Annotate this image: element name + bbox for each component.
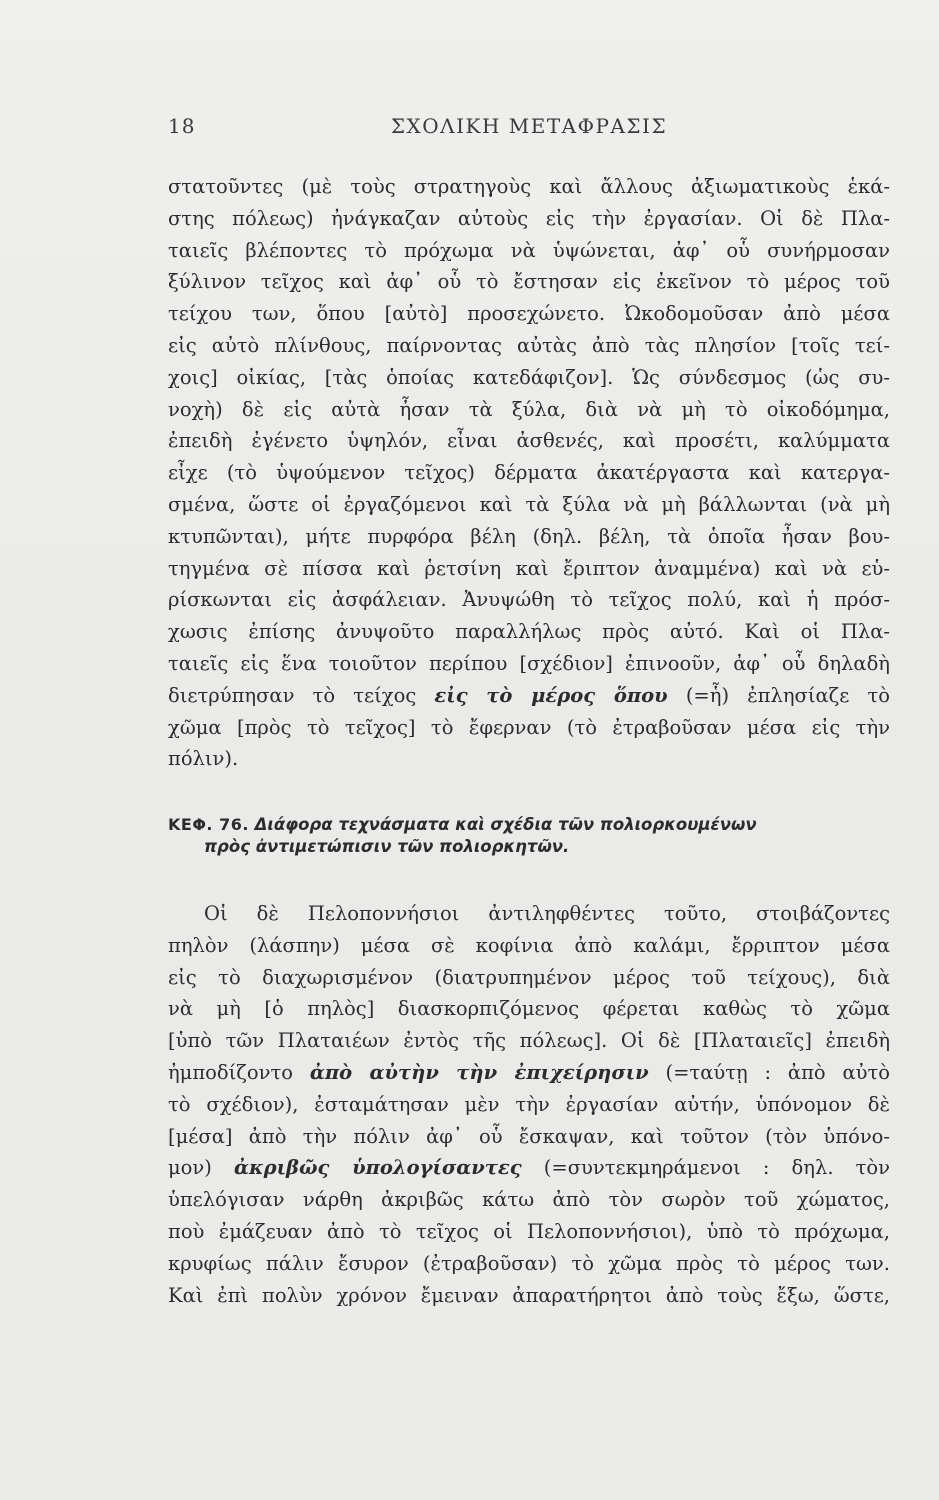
running-title: ΣΧΟΛΙΚΗ ΜΕΤΑΦΡΑΣΙΣ — [390, 114, 668, 138]
text-line: τείχου των, ὅπου [αὐτὸ] προσεχώνετο. Ὠκοδομοῦσαν ἀπὸ μέσα — [168, 302, 890, 326]
text-line: ταιεῖς βλέποντες τὸ πρόχωμα νὰ ὑψώνεται, ἀφ᾽ οὗ συνήρμοσαν — [168, 238, 890, 262]
text-line: σμένα, ὥστε οἱ ἐργαζόμενοι καὶ τὰ ξύλα νὰ μὴ βάλλωνται (νὰ μὴ — [168, 492, 890, 516]
chapter-label: ΚΕΦ. 76. — [168, 815, 249, 834]
emphasized-phrase: ἀκριβῶς ὑπολογίσαντες — [233, 1156, 522, 1180]
text-run: (=ἧ) ἐπλησίαζε τὸ — [667, 683, 890, 707]
paragraph-2 — [168, 898, 890, 1311]
text-line: [μέσα] ἀπὸ τὴν πόλιν ἀφ᾽ οὗ ἔσκαψαν, καὶ τοῦτον (τὸν ὑπόνο- — [168, 1124, 890, 1148]
text-line: Οἱ δὲ Πελοποννήσιοι ἀντιληφθέντες τοῦτο, στοιβάζοντες — [204, 902, 890, 925]
text-line: τηγμένα σὲ πίσσα καὶ ῥετσίνη καὶ ἔριπτον ἀναμμένα) καὶ νὰ εὑ- — [168, 556, 890, 580]
text-line: [ὑπὸ τῶν Πλαταιέων ἐντὸς τῆς πόλεως]. Οἱ δὲ [Πλαταιεῖς] ἐπειδὴ — [168, 1029, 890, 1053]
chapter-heading — [168, 814, 890, 858]
text-line: Καὶ ἐπὶ πολὺν χρόνον ἔμειναν ἀπαρατήρητοι ἀπὸ τοὺς ἔξω, ὥστε, — [168, 1283, 890, 1307]
text-line: ὑπελόγισαν νάρθη ἀκριβῶς κάτω ἀπὸ τὸν σωρὸν τοῦ χώματος, — [168, 1188, 890, 1212]
text-line-emphasis — [168, 680, 890, 712]
text-line-emphasis — [168, 1152, 890, 1184]
text-line: πηλὸν (λάσπην) μέσα σὲ κοφίνια ἀπὸ καλάμι, ἔρριπτον μέσα — [168, 933, 890, 957]
text-run: ἠμποδίζοντο — [168, 1060, 310, 1084]
text-line: ρίσκωνται εἰς ἀσφάλειαν. Ἀνυψώθη τὸ τεῖχος πολύ, καὶ ἡ πρόσ- — [168, 588, 890, 612]
page-number: 18 — [168, 114, 196, 138]
text-line: ταιεῖς εἰς ἕνα τοιοῦτον περίπου [σχέδιον] ἐπινοοῦν, ἀφ᾽ οὗ δηλαδὴ — [168, 651, 890, 675]
emphasized-phrase: ἀπὸ αὐτὴν τὴν ἐπιχείρησιν — [309, 1060, 649, 1084]
chapter-title-line-2: πρὸς ἀντιμετώπισιν τῶν πολιορκητῶν. — [204, 837, 570, 856]
page-header — [168, 114, 890, 144]
text-line: χῶμα [πρὸς τὸ τεῖχος] τὸ ἔφερναν (τὸ ἐτραβοῦσαν μέσα εἰς τὴν — [168, 715, 890, 739]
text-line: εἰς αὐτὸ πλίνθους, παίρνοντας αὐτὰς ἀπὸ τὰς πλησίον [τοῖς τεί- — [168, 333, 890, 357]
text-line: νὰ μὴ [ὁ πηλὸς] διασκορπιζόμενος φέρεται καθὼς τὸ χῶμα — [168, 997, 890, 1021]
text-line: χωσις ἐπίσης ἀνυψοῦτο παραλλήλως πρὸς αὐτό. Καὶ οἱ Πλα- — [168, 620, 890, 644]
text-line: ἐπειδὴ ἐγένετο ὑψηλόν, εἶναι ἀσθενές, καὶ προσέτι, καλύμματα — [168, 429, 890, 453]
text-run: μον) — [168, 1156, 234, 1180]
text-line: εἰς τὸ διαχωρισμένον (διατρυπημένον μέρος τοῦ τείχους), διὰ — [168, 965, 890, 989]
text-line: πόλιν). — [168, 747, 239, 771]
text-line: χοις] οἰκίας, [τὰς ὁποίας κατεδάφιζον]. Ὡς σύνδεσμος (ὡς συ- — [168, 365, 890, 389]
text-line: ξύλινον τεῖχος καὶ ἀφ᾽ οὗ τὸ ἔστησαν εἰς ἐκεῖνον τὸ μέρος τοῦ — [168, 270, 890, 294]
text-line: ποὺ ἐμάζευαν ἀπὸ τὸ τεῖχος οἱ Πελοποννήσιοι), ὑπὸ τὸ πρόχωμα, — [168, 1219, 890, 1243]
text-line: κτυπῶνται), μήτε πυρφόρα βέλη (δηλ. βέλη, τὰ ὁποῖα ἦσαν βου- — [168, 524, 890, 548]
text-line: στης πόλεως) ἠνάγκαζαν αὐτοὺς εἰς τὴν ἐργασίαν. Οἱ δὲ Πλα- — [168, 206, 890, 230]
text-line: νοχὴ) δὲ εἰς αὐτὰ ἦσαν τὰ ξύλα, διὰ νὰ μὴ τὸ οἰκοδόμημα, — [168, 397, 890, 421]
text-run: (=συντεκμηράμενοι : δηλ. τὸν — [521, 1156, 891, 1180]
text-line: κρυφίως πάλιν ἔσυρον (ἐτραβοῦσαν) τὸ χῶμα πρὸς τὸ μέρος των. — [168, 1251, 890, 1275]
paragraph-1 — [168, 171, 890, 775]
text-line: τὸ σχέδιον), ἐσταμάτησαν μὲν τὴν ἐργασίαν αὐτήν, ὑπόνομον δὲ — [168, 1092, 890, 1116]
text-line-emphasis — [168, 1057, 890, 1089]
text-run: (=ταύτῃ : ἀπὸ αὐτὸ — [648, 1060, 890, 1084]
text-line: στατοῦντες (μὲ τοὺς στρατηγοὺς καὶ ἄλλους ἀξιωματικοὺς ἑκά- — [168, 175, 890, 198]
emphasized-phrase: εἰς τὸ μέρος ὅπου — [434, 683, 668, 707]
text-line: εἶχε (τὸ ὑψούμενον τεῖχος) δέρματα ἀκατέργαστα καὶ κατεργα- — [168, 461, 890, 485]
text-run: διετρύπησαν τὸ τείχος — [168, 683, 435, 707]
chapter-title-line-1: Διάφορα τεχνάσματα καὶ σχέδια τῶν πολιορκουμένων — [254, 815, 757, 834]
